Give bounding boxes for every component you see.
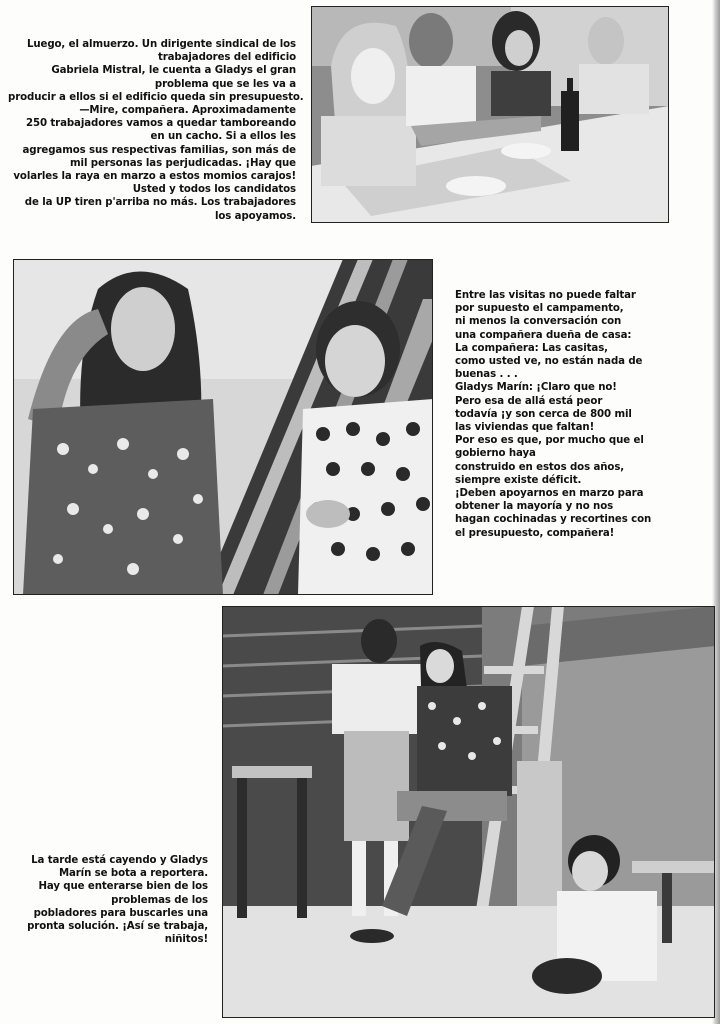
- caption-line: una compañera dueña de casa:: [455, 329, 632, 341]
- caption-line: producir a ellos si el edificio queda sin presupuesto.: [8, 91, 304, 103]
- caption-line: trabajadores del edificio: [157, 52, 296, 64]
- caption-line: Marín se bota a reportera.: [58, 868, 208, 880]
- caption-line: niñitos!: [164, 934, 208, 946]
- caption-line: gobierno haya: [455, 448, 536, 460]
- caption-line: los apoyamos.: [214, 210, 296, 222]
- caption-line: ¡Deben apoyarnos en marzo para: [455, 488, 644, 500]
- caption-line: problema que se les va a: [154, 78, 296, 90]
- photo-lunch: [311, 6, 669, 223]
- caption-line: volarles la raya en marzo a estos momios carajos!: [13, 171, 296, 183]
- caption-line: Luego, el almuerzo. Un dirigente sindical de los: [26, 39, 296, 50]
- caption-line: Pero esa de allá está peor: [455, 395, 603, 407]
- caption-line: Entre las visitas no puede faltar: [455, 290, 636, 301]
- caption-line: todavía ¡y son cerca de 800 mil: [455, 408, 632, 420]
- caption-line: ni menos la conversación con: [455, 316, 622, 328]
- caption-line: en un cacho. Si a ellos les: [150, 131, 296, 143]
- photo-campamento: [13, 259, 433, 595]
- caption-lunch: [8, 38, 304, 223]
- caption-line: Hay que enterarse bien de los: [38, 881, 208, 893]
- caption-line: siempre existe déficit.: [455, 474, 582, 486]
- caption-line: las viviendas que faltan!: [455, 422, 595, 434]
- photo-pobladores: [222, 606, 715, 1018]
- caption-line: —Mire, compañera. Aproximadamente: [79, 105, 296, 117]
- caption-line: construido en estos dos años,: [455, 461, 625, 473]
- caption-line: pronta solución. ¡Así se trabaja,: [27, 921, 208, 933]
- caption-line: problemas de los: [111, 894, 208, 906]
- caption-line: de la UP tiren p'arriba no más. Los trabajadores: [24, 197, 296, 209]
- caption-line: el presupuesto, compañera!: [455, 527, 615, 539]
- caption-pobladores: [8, 854, 208, 946]
- caption-campamento: [455, 289, 667, 540]
- caption-line: La compañera: Las casitas,: [455, 342, 608, 354]
- caption-line: agregamos sus respectivas familias, son más de: [22, 144, 296, 156]
- caption-line: mil personas las perjudicadas. ¡Hay que: [70, 157, 296, 169]
- caption-line: Gabriela Mistral, le cuenta a Gladys el gran: [51, 65, 296, 77]
- caption-line: Gladys Marín: ¡Claro que no!: [455, 382, 617, 394]
- caption-line: Por eso es que, por mucho que el: [455, 435, 644, 447]
- caption-line: pobladores para buscarles una: [33, 907, 208, 919]
- caption-line: obtener la mayoría y no nos: [455, 501, 614, 513]
- caption-line: La tarde está cayendo y Gladys: [31, 855, 208, 866]
- caption-line: hagan cochinadas y recortines con: [455, 514, 652, 526]
- caption-line: Usted y todos los candidatos: [132, 184, 296, 196]
- caption-line: buenas . . .: [455, 369, 518, 381]
- caption-line: por supuesto el campamento,: [455, 303, 624, 315]
- caption-line: 250 trabajadores vamos a quedar tamboreando: [25, 118, 296, 130]
- caption-line: como usted ve, no están nada de: [455, 356, 643, 368]
